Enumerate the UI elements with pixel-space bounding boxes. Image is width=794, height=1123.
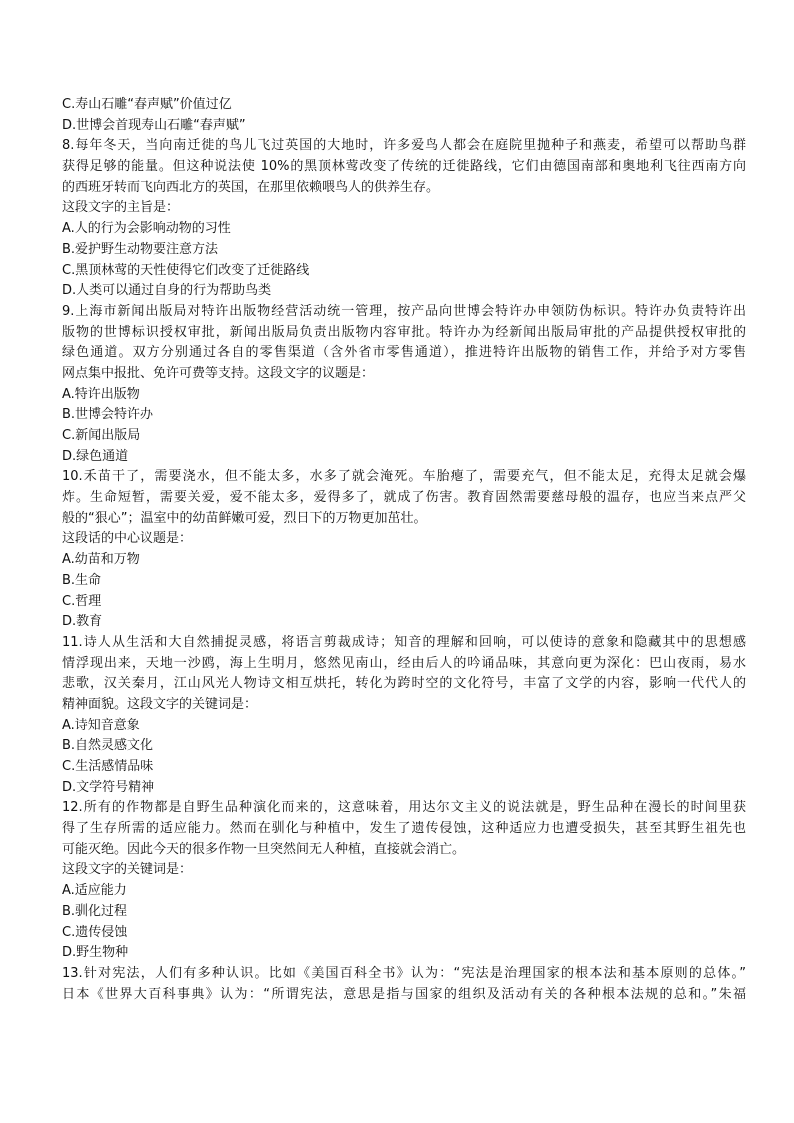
option-a: A.人的行为会影响动物的习性: [62, 221, 231, 237]
question-text-line: 获得足够的能量。但这种说法使 10%的黑顶林莺改变了传统的迁徙路线，它们由德国南部和奥地利飞往西南方向: [62, 159, 746, 175]
option-b: B.驯化过程: [62, 903, 128, 919]
question-text-line: 得了生存所需的适应能力。然而在驯化与种植中，发生了遗传侵蚀，这种适应力也遭受损失，甚至其野生祖先也: [62, 821, 746, 837]
question-text-line: 绿色通道。双方分别通过各自的零售渠道（含外省市零售通道），推进特许出版物的销售工作，并给予对方零售: [62, 345, 746, 361]
question-text-line: 情浮现出来，天地一沙鸥，海上生明月，悠然见南山，经由后人的吟诵品味，其意向更为深化：巴山夜雨，易水: [62, 655, 746, 671]
question-text-line: 炸。生命短暂，需要关爱，爱不能太多，爱得多了，就成了伤害。教育固然需要慈母般的温存，也应当来点严父: [62, 490, 746, 506]
question-text-line: 悲歌，汉关秦月，江山风光人物诗文相互烘托，转化为跨时空的文化符号，丰富了文学的内容，影响一代代人的: [62, 676, 746, 692]
question-13: [62, 964, 746, 1005]
question-text-line: 8.每年冬天，当向南迁徙的鸟儿飞过英国的大地时，许多爱鸟人都会在庭院里抛种子和燕麦，希望可以帮助鸟群: [62, 138, 746, 154]
question-8: [62, 136, 746, 302]
option-c: C.遗传侵蚀: [62, 924, 128, 940]
question-10: [62, 467, 746, 633]
option-c: C.黑顶林莺的天性使得它们改变了迁徙路线: [62, 262, 310, 278]
question-text-line: 10.禾苗干了，需要浇水，但不能太多，水多了就会淹死。车胎瘪了，需要充气，但不能太足，充得太足就会爆: [62, 469, 746, 485]
question-text-line: 9.上海市新闻出版局对特许出版物经营活动统一管理，按产品向世博会特许办申领防伪标识。特许办负责特许出: [62, 303, 746, 319]
question-text-line: 11.诗人从生活和大自然捕捉灵感，将语言剪裁成诗；知音的理解和回响，可以使诗的意象和隐藏其中的思想感: [62, 634, 746, 650]
option-a: A.诗知音意象: [62, 717, 140, 733]
question-text-line: 般的“狠心”；温室中的幼苗鲜嫩可爱，烈日下的万物更加茁壮。: [62, 510, 427, 526]
question-text-line: 可能灭绝。因此今天的很多作物一旦突然间无人种植，直接就会消亡。: [62, 841, 466, 857]
option-d: D.教育: [62, 614, 103, 630]
option-a: A.幼苗和万物: [62, 552, 140, 568]
question-text-line: 12.所有的作物都是自野生品种演化而来的，这意味着，用达尔文主义的说法就是，野生品种在漫长的时间里获: [62, 800, 746, 816]
question-text-line: 的西班牙转而飞向西北方的英国，在那里依赖喂鸟人的供养生存。: [62, 179, 440, 195]
question-11: [62, 633, 746, 799]
question-text-line: 精神面貌。这段文字的关键词是：: [62, 696, 258, 712]
question-text-line: 版物的世博标识授权审批，新闻出版局负责出版物内容审批。特许办为经新闻出版局审批的产品提供授权审批的: [62, 324, 746, 340]
question-12: [62, 798, 746, 964]
option-d: D.人类可以通过自身的行为帮助鸟类: [62, 283, 272, 299]
option-c: C.哲理: [62, 593, 102, 609]
option-c: C.新闻出版局: [62, 428, 141, 443]
question-9: [62, 302, 746, 468]
question-text-line: 13.针对宪法，人们有多种认识。比如《美国百科全书》认为：“宪法是治理国家的根本法和基本原则的总体。”: [62, 965, 746, 981]
question-prompt: 这段文字的主旨是：: [62, 200, 180, 216]
option-d-prev: D.世博会首现寿山石雕“春声赋”: [62, 117, 246, 133]
option-a: A.特许出版物: [62, 386, 140, 402]
option-b: B.生命: [62, 572, 102, 588]
option-b: B.自然灵感文化: [62, 738, 154, 754]
exam-page: [62, 95, 746, 1005]
option-c: C.生活感情品味: [62, 759, 154, 774]
option-b: B.爱护野生动物要注意方法: [62, 241, 219, 257]
option-a: A.适应能力: [62, 883, 127, 899]
option-b: B.世博会特许办: [62, 407, 154, 423]
question-text-line: 网点集中报批、免许可费等支持。这段文字的议题是：: [62, 365, 375, 381]
option-c-prev: C.寿山石雕“春声赋”价值过亿: [62, 97, 232, 112]
leading-options: [62, 95, 746, 136]
question-text-line: 日本《世界大百科事典》认为：“所谓宪法，意思是指与国家的组织及活动有关的各种根本法规的总和。”朱福: [62, 986, 746, 1002]
option-d: D.野生物种: [62, 945, 129, 961]
option-d: D.文学符号精神: [62, 779, 155, 795]
question-prompt: 这段话的中心议题是：: [62, 531, 193, 547]
option-d: D.绿色通道: [62, 448, 129, 464]
question-prompt: 这段文字的关键词是：: [62, 862, 193, 878]
